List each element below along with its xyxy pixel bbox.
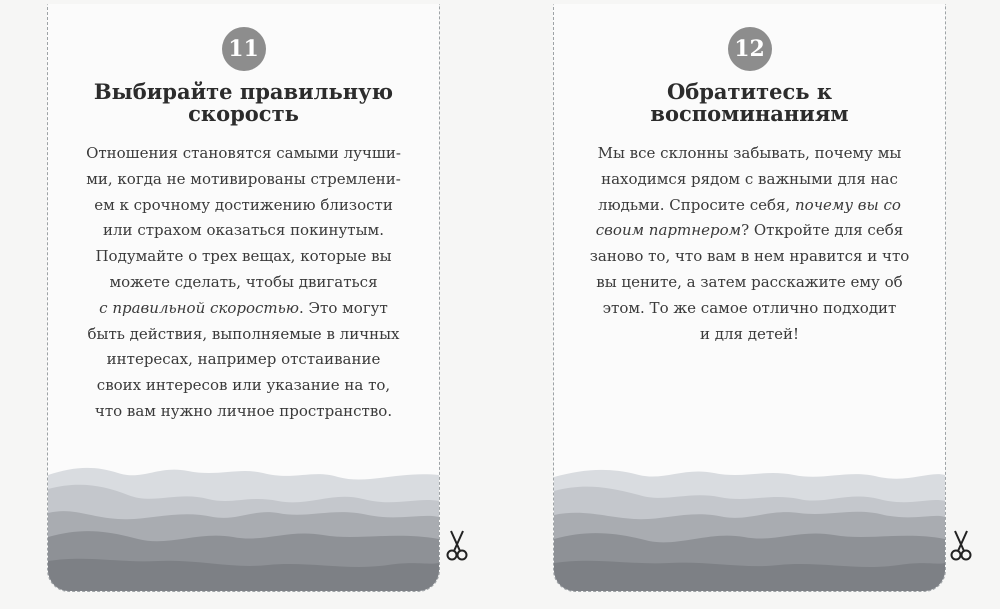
scissors-icon [444, 528, 470, 562]
card-title-line: скорость [188, 101, 299, 126]
body-line: людьми. Спросите себя, почему вы со [598, 195, 901, 214]
body-line: с правильной скоростью. Это могут [99, 298, 388, 317]
card-11 [47, 4, 440, 592]
body-line: и для детей! [699, 324, 800, 343]
body-line: или страхом оказаться покинутым. [103, 221, 384, 240]
card-body [72, 141, 415, 425]
body-line: своим партнером? Откройте для себя [595, 221, 904, 240]
body-line: вы цените, а затем расскажите ему об [596, 272, 903, 291]
body-line: ем к срочному достижению близости [94, 195, 393, 214]
card-title-line: Выбирайте правильную [93, 79, 394, 104]
body-italic: своим партнером [595, 221, 742, 240]
body-line: Подумайте о трех вещах, которые вы [95, 247, 392, 266]
card-title [574, 81, 925, 125]
scissors-icon [948, 528, 974, 562]
card-title [68, 81, 419, 125]
body-line: быть действия, выполняемые в личных [87, 324, 400, 343]
card-number-badge: 12 [728, 27, 772, 71]
body-italic: почему вы со [795, 195, 901, 214]
mountains-illustration [48, 461, 439, 591]
body-line: интересах, например отстаивание [106, 350, 381, 369]
body-line: Мы все склонны забывать, почему мы [597, 144, 902, 162]
card-number-badge: 11 [222, 27, 266, 71]
body-line: своих интересов или указание на то, [96, 376, 391, 395]
card-body [578, 141, 921, 347]
body-italic: с правильной скоростью [99, 298, 300, 317]
card-12 [553, 4, 946, 592]
body-line: Отношения становятся самыми лучши- [86, 144, 401, 162]
card-title-line: Обратитесь к [666, 79, 833, 104]
body-line: этом. То же самое отлично подходит [602, 298, 897, 317]
body-line: находимся рядом с важными для нас [601, 169, 898, 188]
body-line: что вам нужно личное пространство. [94, 401, 393, 420]
body-line: ми, когда не мотивированы стремлени- [86, 169, 401, 188]
body-line: заново то, что вам в нем нравится и что [589, 247, 910, 266]
card-title-line: воспоминаниям [650, 101, 849, 126]
body-line: можете сделать, чтобы двигаться [109, 272, 378, 291]
mountains-illustration [554, 461, 945, 591]
